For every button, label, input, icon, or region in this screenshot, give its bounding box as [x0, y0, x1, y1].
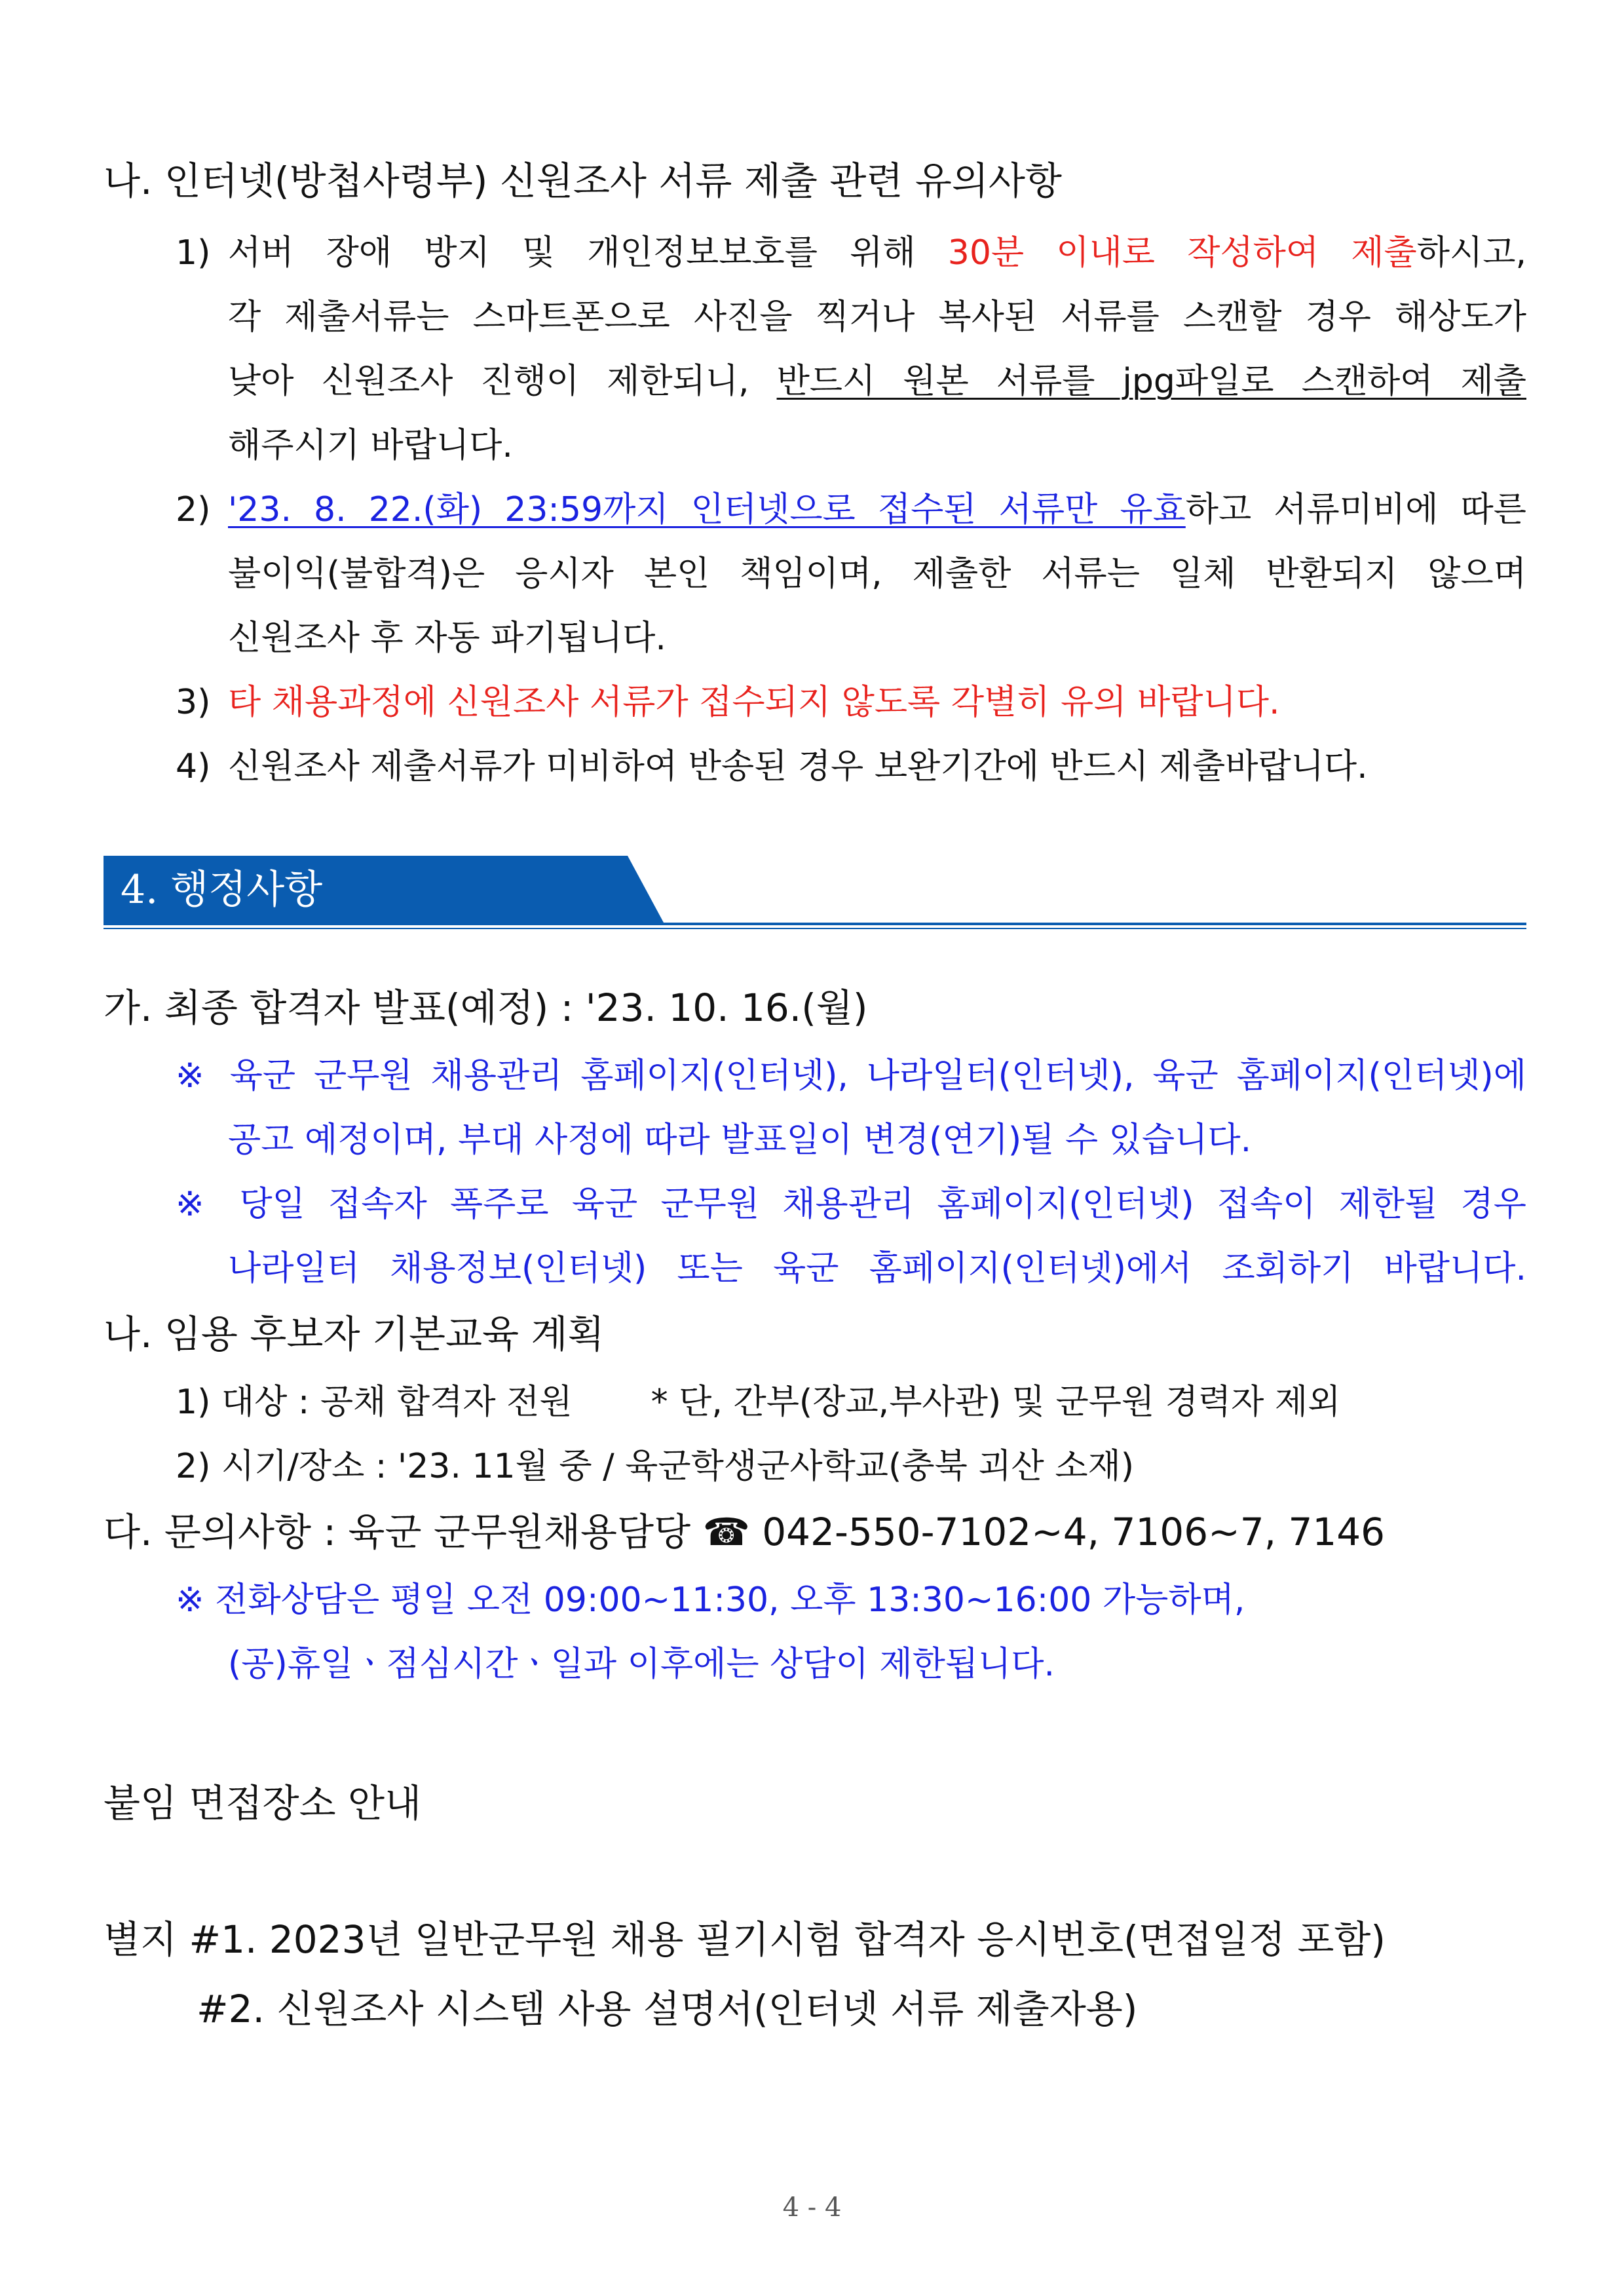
notes-item1-line1: [228, 229, 1526, 277]
notes-item1-line1-b: 하시고,: [1416, 233, 1527, 273]
annex-line1: 별지 #1. 2023년 일반군무원 채용 필기시험 합격자 응시번호(면접일정 포함): [104, 1917, 1386, 1962]
announcement-note1-line2: 공고 예정이며, 부대 사정에 따라 발표일이 변경(연기)될 수 있습니다.: [228, 1120, 1252, 1160]
notes-item1-line3-a: 낮아 신원조사 진행이 제한되니,: [228, 362, 777, 401]
training-item2: 2) 시기/장소 : '23. 11월 중 / 육군학생군사학교(충북 괴산 소재): [176, 1447, 1135, 1486]
announcement-note2-line1: ※ 당일 접속자 폭주로 육군 군무원 채용관리 홈페이지(인터넷) 접속이 제한될 경우: [176, 1185, 1526, 1224]
notes-item1-line3-underlined: 반드시 원본 서류를 jpg파일로 스캔하여 제출: [776, 362, 1526, 401]
training-heading: 나. 임용 후보자 기본교육 계획: [104, 1312, 605, 1356]
contact-heading-a: 다. 문의사항 : 육군 군무원채용담당: [104, 1510, 703, 1554]
notes-item2-num: 2): [176, 490, 211, 529]
phone-icon: ☎: [702, 1510, 750, 1554]
annex-line2: #2. 신원조사 시스템 사용 설명서(인터넷 서류 제출자용): [197, 1987, 1138, 2031]
notes-item4-text: 신원조사 제출서류가 미비하여 반송된 경우 보완기간에 반드시 제출바랍니다.: [228, 747, 1368, 786]
notes-item1-line1-red: 30분 이내로 작성하여 제출: [947, 233, 1417, 273]
notes-item1-line1-a: 서버 장애 방지 및 개인정보보호를 위해: [228, 233, 948, 273]
notes-item3-num: 3): [176, 683, 211, 722]
announcement-note1-line1: ※ 육군 군무원 채용관리 홈페이지(인터넷), 나라일터(인터넷), 육군 홈페이지(인터넷)에: [176, 1056, 1526, 1096]
training-item1: [176, 1379, 1340, 1426]
contact-note-line2: (공)휴일ㆍ점심시간ㆍ일과 이후에는 상담이 제한됩니다.: [228, 1645, 1055, 1684]
training-item1-target: 1) 대상 : 공채 합격자 전원: [176, 1383, 573, 1422]
notes-heading: 나. 인터넷(방첩사령부) 신원조사 서류 제출 관련 유의사항: [104, 159, 1062, 203]
notes-item2-line2: 불이익(불합격)은 응시자 본인 책임이며, 제출한 서류는 일체 반환되지 않으며: [228, 554, 1527, 594]
notes-item1-num: 1): [176, 233, 211, 273]
attachment-line: 붙임 면접장소 안내: [104, 1781, 422, 1826]
notes-item2-line1: [228, 486, 1526, 533]
notes-item4-num: 4): [176, 747, 211, 786]
notes-item3-text: 타 채용과정에 신원조사 서류가 접수되지 않도록 각별히 유의 바랍니다.: [228, 683, 1280, 722]
notes-item1-line4: 해주시기 바랍니다.: [228, 426, 513, 465]
announcement-heading: 가. 최종 합격자 발표(예정) : '23. 10. 16.(월): [104, 985, 868, 1030]
contact-phone-numbers: 042-550-7102~4, 7106~7, 7146: [749, 1510, 1386, 1554]
announcement-note2-line2: 나라일터 채용정보(인터넷) 또는 육군 홈페이지(인터넷)에서 조회하기 바랍니다.: [228, 1249, 1526, 1288]
contact-heading: [104, 1508, 1385, 1556]
notes-item1-line2: 각 제출서류는 스마트폰으로 사진을 찍거나 복사된 서류를 스캔할 경우 해상도가: [228, 297, 1526, 337]
notes-item1-line3: [228, 358, 1526, 405]
training-item1-exception: * 단, 간부(장교,부사관) 및 군무원 경력자 제외: [651, 1383, 1341, 1422]
notes-item2-line3: 신원조사 후 자동 파기됩니다.: [228, 619, 666, 658]
section4-title: 4. 행정사항: [121, 867, 323, 913]
notes-item2-deadline: '23. 8. 22.(화) 23:59까지 인터넷으로 접수된 서류만 유효: [228, 490, 1186, 529]
notes-item2-line1-b: 하고 서류미비에 따른: [1185, 490, 1526, 529]
contact-note-line1: ※ 전화상담은 평일 오전 09:00~11:30, 오후 13:30~16:00 가능하며,: [176, 1580, 1245, 1620]
page-number: 4 - 4: [782, 2192, 842, 2223]
